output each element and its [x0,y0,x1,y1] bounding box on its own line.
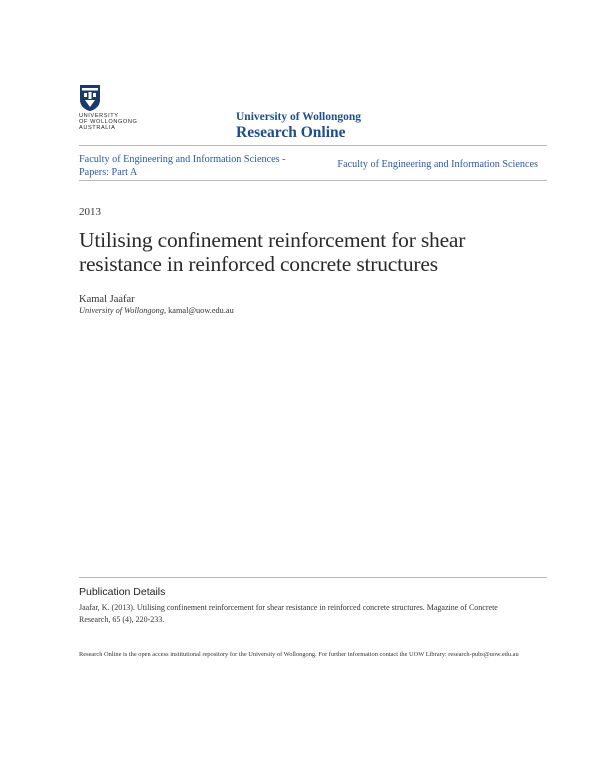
publication-details-heading: Publication Details [79,586,166,598]
logo-wordmark [79,113,149,132]
divider-publication [79,577,547,578]
university-logo [79,84,149,136]
logo-line-2: OF WOLLONGONG [79,119,138,126]
divider-top [79,145,547,146]
repository-footer: Research Online is the open access institutional repository for the University of Wollongong. For further information contact the UOW Library: research-pubs@uow.edu.au [79,651,519,658]
author-affiliation [79,306,234,315]
shield-icon [79,84,101,112]
repository-name[interactable]: Research Online [236,124,346,141]
publication-details-text: Jaafar, K. (2013). Utilising confinement reinforcement for shear resistance in reinforced concrete structures. Magazine of Concrete Research, 65 (4), 220-233. [79,603,498,624]
author-institution: University of Wollongong [79,306,164,315]
faculty-link[interactable]: Faculty of Engineering and Information Sciences [337,159,538,170]
paper-title: Utilising confinement reinforcement for shear resistance in reinforced concrete structures [79,228,466,276]
series-link[interactable]: Faculty of Engineering and Information Sciences - Papers: Part A [79,154,286,178]
logo-line-3: AUSTRALIA [79,125,116,132]
university-name[interactable]: University of Wollongong [236,111,362,123]
author-name: Kamal Jaafar [79,294,135,305]
divider-faculty [79,180,547,181]
repository-header [236,110,361,142]
author-email: , kamal@uow.edu.au [163,306,234,315]
publication-year: 2013 [79,206,101,218]
logo-line-1: UNIVERSITY [79,113,119,119]
